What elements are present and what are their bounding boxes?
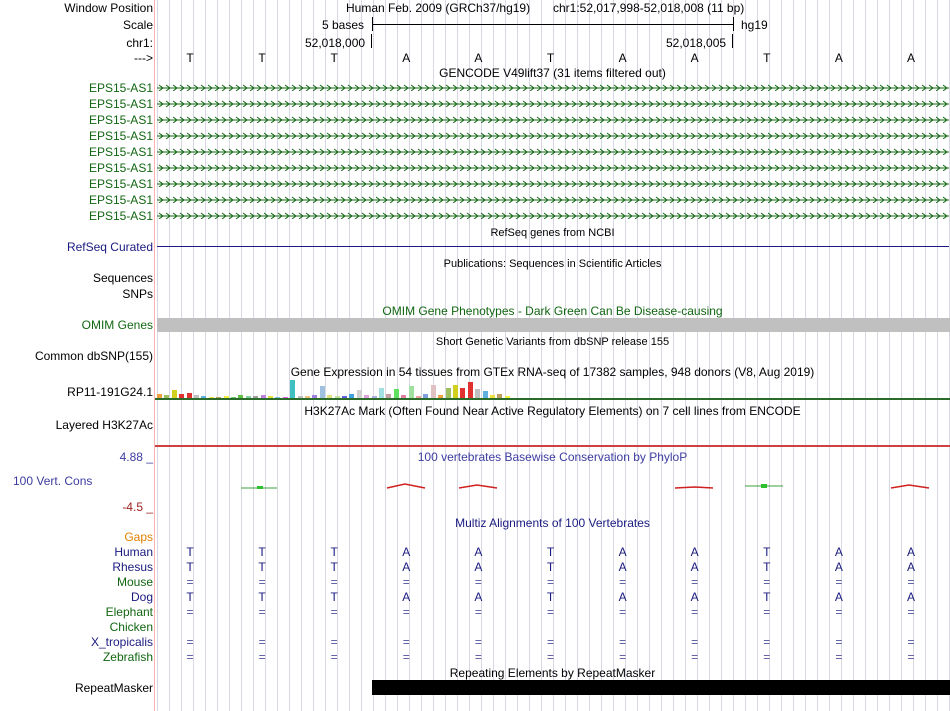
- multiz-base: =: [907, 605, 915, 619]
- gtex-tissue-bar[interactable]: [290, 380, 295, 398]
- phylop-peak-red-2: [459, 485, 497, 488]
- multiz-base: A: [474, 545, 483, 559]
- multiz-species-label[interactable]: Human: [114, 545, 153, 559]
- gencode-transcript-line[interactable]: [157, 164, 949, 171]
- multiz-base: A: [834, 590, 843, 604]
- chrom-label: chr1:: [126, 36, 153, 50]
- multiz-base: A: [906, 560, 915, 574]
- gtex-tissue-bar[interactable]: [320, 386, 325, 398]
- multiz-base: =: [546, 650, 554, 664]
- multiz-base: T: [186, 560, 194, 574]
- multiz-base: =: [402, 605, 410, 619]
- sequence-base: A: [474, 51, 483, 65]
- multiz-base: =: [330, 605, 338, 619]
- multiz-species-label[interactable]: Mouse: [116, 575, 153, 589]
- gencode-transcript-line[interactable]: [157, 84, 949, 91]
- gencode-transcript-label[interactable]: EPS15-AS1: [88, 81, 153, 95]
- ruler-start-pos: 52,018,000: [305, 36, 366, 50]
- sequence-base: T: [186, 51, 194, 65]
- scale-label: Scale: [122, 18, 153, 32]
- multiz-base: A: [474, 560, 483, 574]
- multiz-track-title[interactable]: Multiz Alignments of 100 Vertebrates: [455, 516, 650, 530]
- multiz-base: =: [258, 650, 266, 664]
- gtex-tissue-bar[interactable]: [357, 390, 362, 398]
- gtex-tissue-bar[interactable]: [468, 382, 473, 398]
- gtex-tissue-bar[interactable]: [483, 391, 488, 398]
- multiz-base: =: [402, 575, 410, 589]
- refseq-track-title[interactable]: RefSeq genes from NCBI: [490, 227, 615, 239]
- multiz-base: T: [330, 560, 338, 574]
- multiz-base: A: [402, 545, 411, 559]
- multiz-base: A: [690, 590, 699, 604]
- multiz-species-label[interactable]: X_tropicalis: [90, 635, 153, 649]
- gencode-transcript-label[interactable]: EPS15-AS1: [88, 209, 153, 223]
- multiz-base: T: [763, 545, 771, 559]
- dbsnp-label[interactable]: Common dbSNP(155): [34, 349, 153, 363]
- strand-label: --->: [134, 51, 153, 65]
- multiz-base: =: [546, 635, 554, 649]
- multiz-species-label[interactable]: Zebrafish: [102, 650, 153, 664]
- multiz-base: T: [258, 590, 266, 604]
- multiz-base: A: [834, 545, 843, 559]
- multiz-base: =: [619, 605, 627, 619]
- multiz-base: =: [402, 635, 410, 649]
- multiz-base: =: [763, 635, 771, 649]
- scale-bar-right-tick: [733, 17, 734, 31]
- multiz-base: =: [474, 575, 482, 589]
- multiz-base: =: [907, 635, 915, 649]
- gtex-tissue-bar[interactable]: [460, 388, 465, 398]
- gencode-transcript-label[interactable]: EPS15-AS1: [88, 193, 153, 207]
- dbsnp-track-title[interactable]: Short Genetic Variants from dbSNP release 155: [435, 336, 670, 348]
- gtex-tissue-bar[interactable]: [431, 385, 436, 398]
- ruler-tick-start: [371, 34, 372, 48]
- phylop-ymax: 4.88 _: [119, 450, 153, 464]
- assembly-title: Human Feb. 2009 (GRCh37/hg19): [346, 1, 531, 15]
- gtex-gene-line: [155, 398, 950, 400]
- gencode-transcript-label[interactable]: EPS15-AS1: [88, 177, 153, 191]
- gtex-tissue-bar[interactable]: [446, 388, 451, 398]
- multiz-base: =: [186, 635, 194, 649]
- multiz-base: =: [186, 650, 194, 664]
- gencode-track-title[interactable]: GENCODE V49lift37 (31 items filtered out): [439, 66, 666, 80]
- phylop-ymin: -4.5 _: [122, 500, 153, 514]
- publications-label-sequences[interactable]: Sequences: [92, 271, 153, 285]
- phylop-peak-green-1: [257, 486, 263, 489]
- sequence-base: A: [690, 51, 699, 65]
- h3k27ac-track-title[interactable]: H3K27Ac Mark (Often Found Near Active Regulatory Elements) on 7 cell lines from ENCODE: [304, 404, 801, 418]
- multiz-base: =: [907, 650, 915, 664]
- gencode-transcript-label[interactable]: EPS15-AS1: [88, 145, 153, 159]
- multiz-base: T: [186, 590, 194, 604]
- sequence-base: T: [546, 51, 555, 65]
- gtex-tissue-bar[interactable]: [453, 385, 458, 398]
- gtex-gene-label[interactable]: RP11-191G24.1: [67, 385, 153, 399]
- multiz-base: =: [763, 650, 771, 664]
- multiz-base: =: [474, 635, 482, 649]
- gencode-transcript-label[interactable]: EPS15-AS1: [88, 161, 153, 175]
- publications-label-snps[interactable]: SNPs: [122, 287, 153, 301]
- multiz-base: =: [907, 575, 915, 589]
- multiz-base: A: [906, 545, 915, 559]
- repeatmasker-label[interactable]: RepeatMasker: [74, 681, 153, 695]
- multiz-base: =: [258, 575, 266, 589]
- multiz-base: =: [330, 650, 338, 664]
- multiz-base: A: [618, 545, 627, 559]
- multiz-base: =: [546, 605, 554, 619]
- multiz-base: =: [691, 575, 699, 589]
- multiz-base: =: [691, 605, 699, 619]
- multiz-base: A: [402, 590, 411, 604]
- omim-track-title[interactable]: OMIM Gene Phenotypes - Dark Green Can Be Disease-causing: [382, 304, 723, 318]
- multiz-base: T: [763, 590, 771, 604]
- multiz-base: =: [835, 575, 843, 589]
- multiz-base: =: [258, 635, 266, 649]
- omim-label[interactable]: OMIM Genes: [81, 318, 153, 332]
- refseq-gene-line[interactable]: [157, 246, 949, 247]
- gencode-transcript-line[interactable]: [157, 132, 949, 139]
- gencode-transcript-label[interactable]: EPS15-AS1: [88, 97, 153, 111]
- repeatmasker-track-title[interactable]: Repeating Elements by RepeatMasker: [449, 666, 656, 680]
- multiz-base: =: [258, 605, 266, 619]
- multiz-base: =: [763, 605, 771, 619]
- omim-gene-bar[interactable]: [157, 318, 950, 332]
- sequence-base: A: [834, 51, 843, 65]
- label-separator: [154, 0, 155, 711]
- publications-track-title[interactable]: Publications: Sequences in Scientific Articles: [443, 258, 662, 270]
- multiz-base: T: [186, 545, 194, 559]
- sequence-base: T: [330, 51, 338, 65]
- phylop-peak-red-4: [891, 485, 929, 488]
- multiz-base: A: [474, 590, 483, 604]
- sequence-base: A: [618, 51, 627, 65]
- multiz-base: =: [330, 575, 338, 589]
- multiz-base: =: [691, 635, 699, 649]
- gencode-transcript-line[interactable]: [157, 212, 949, 219]
- ruler-tick-end: [732, 34, 733, 48]
- sequence-base: A: [402, 51, 411, 65]
- multiz-base: A: [618, 590, 627, 604]
- multiz-base: =: [546, 575, 554, 589]
- multiz-base: A: [618, 560, 627, 574]
- multiz-base: =: [186, 605, 194, 619]
- multiz-base: =: [402, 650, 410, 664]
- multiz-base: =: [474, 650, 482, 664]
- sequence-base: T: [258, 51, 266, 65]
- multiz-base: =: [835, 650, 843, 664]
- multiz-base: A: [402, 560, 411, 574]
- multiz-species-label[interactable]: Rhesus: [112, 560, 153, 574]
- multiz-base: =: [619, 575, 627, 589]
- multiz-base: =: [835, 635, 843, 649]
- gencode-transcript-line[interactable]: [157, 196, 949, 203]
- refseq-label[interactable]: RefSeq Curated: [66, 240, 153, 254]
- window-position-label: Window Position: [64, 1, 153, 15]
- gtex-track-title[interactable]: Gene Expression in 54 tissues from GTEx RNA-seq of 17382 samples, 948 donors (V8, Aug 2019): [290, 365, 815, 379]
- multiz-base: =: [619, 650, 627, 664]
- scale-text: 5 bases: [322, 18, 365, 32]
- multiz-base: T: [546, 560, 555, 574]
- phylop-label[interactable]: 100 Vert. Cons: [13, 474, 93, 488]
- ruler-end-pos: 52,018,005: [666, 36, 727, 50]
- gtex-tissue-bar[interactable]: [379, 388, 384, 398]
- gencode-transcript-line[interactable]: [157, 180, 949, 187]
- multiz-base: T: [546, 545, 555, 559]
- gtex-tissue-bar[interactable]: [475, 389, 480, 398]
- multiz-base: =: [330, 635, 338, 649]
- multiz-base: T: [330, 545, 338, 559]
- multiz-base: =: [186, 575, 194, 589]
- gencode-transcript-line[interactable]: [157, 148, 949, 155]
- multiz-species-label[interactable]: Elephant: [105, 605, 153, 619]
- phylop-signal[interactable]: [155, 476, 950, 496]
- scale-bar: [372, 24, 733, 25]
- multiz-base: T: [330, 590, 338, 604]
- gencode-transcript-line[interactable]: [157, 100, 949, 107]
- multiz-base: =: [619, 635, 627, 649]
- multiz-base: =: [835, 605, 843, 619]
- h3k27ac-label[interactable]: Layered H3K27Ac: [55, 418, 153, 432]
- multiz-base: T: [258, 560, 266, 574]
- db-label: hg19: [741, 18, 768, 32]
- gencode-transcript-label[interactable]: EPS15-AS1: [88, 113, 153, 127]
- phylop-peak-red-1: [387, 484, 425, 488]
- multiz-base: A: [834, 560, 843, 574]
- multiz-base: A: [906, 590, 915, 604]
- multiz-base: =: [474, 605, 482, 619]
- multiz-gaps-label: Gaps: [124, 530, 153, 544]
- gencode-transcript-label[interactable]: EPS15-AS1: [88, 129, 153, 143]
- position-coords[interactable]: chr1:52,017,998-52,018,008 (11 bp): [553, 1, 745, 15]
- multiz-base: =: [691, 650, 699, 664]
- gtex-tissue-bar[interactable]: [409, 386, 414, 398]
- phylop-peak-green-2: [761, 484, 767, 488]
- multiz-species-label[interactable]: Dog: [130, 590, 153, 604]
- gencode-transcript-line[interactable]: [157, 116, 949, 123]
- repeatmasker-element[interactable]: [372, 680, 950, 695]
- multiz-species-label[interactable]: Chicken: [109, 620, 153, 634]
- phylop-track-title[interactable]: 100 vertebrates Basewise Conservation by PhyloP: [417, 450, 688, 464]
- phylop-peak-red-3: [675, 487, 713, 488]
- gtex-tissue-bar[interactable]: [172, 390, 177, 398]
- multiz-base: T: [546, 590, 555, 604]
- sequence-base: T: [763, 51, 771, 65]
- h3k27ac-signal-baseline: [155, 445, 950, 447]
- multiz-base: T: [763, 560, 771, 574]
- sequence-base: A: [906, 51, 915, 65]
- multiz-base: =: [763, 575, 771, 589]
- multiz-base: A: [690, 560, 699, 574]
- gtex-tissue-bar[interactable]: [394, 389, 399, 398]
- multiz-base: A: [690, 545, 699, 559]
- multiz-base: T: [258, 545, 266, 559]
